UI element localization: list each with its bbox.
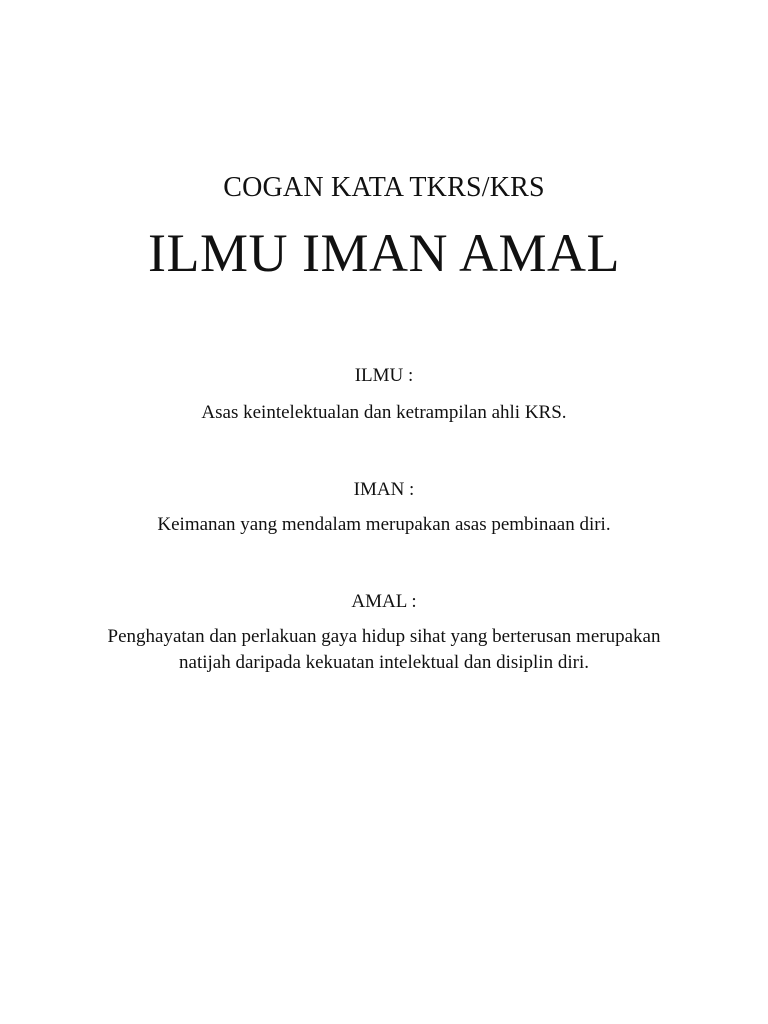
section-text-iman: Keimanan yang mendalam merupakan asas pembinaan diri. bbox=[157, 514, 611, 535]
section-label-amal: AMAL : bbox=[351, 591, 417, 612]
section-text-amal: Penghayatan dan perlakuan gaya hidup sihat yang berterusan merupakan natijah daripada kekuatan intelektual dan disiplin diri. bbox=[107, 626, 661, 673]
document-title: ILMU IMAN AMAL bbox=[148, 223, 620, 283]
section-text-ilmu: Asas keintelektualan dan ketrampilan ahli KRS. bbox=[201, 402, 567, 423]
section-label-iman: IMAN : bbox=[353, 479, 415, 500]
document-subtitle: COGAN KATA TKRS/KRS bbox=[223, 172, 545, 203]
section-label-ilmu: ILMU : bbox=[354, 365, 414, 386]
